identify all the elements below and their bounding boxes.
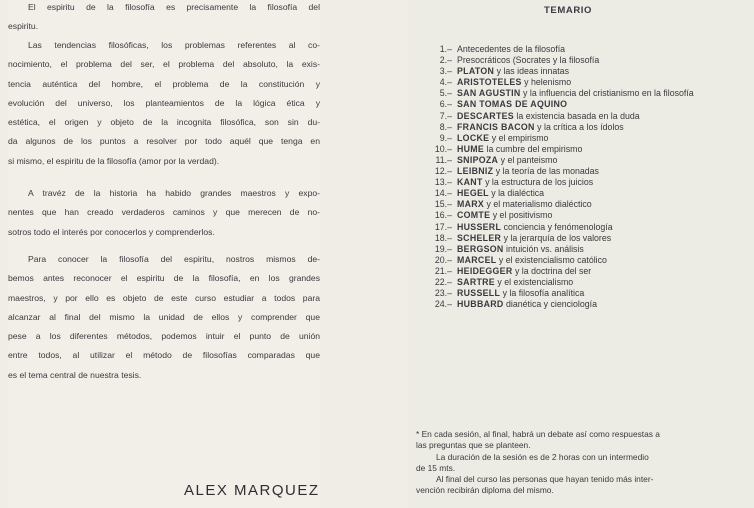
temario-item-topic: y el panteismo [498,154,558,165]
course-notes [416,429,746,497]
temario-item [424,188,694,199]
temario-item-number: 6.– [439,99,452,110]
temario-item-topic: Presocráticos (Socrates y la filosofía [457,55,600,66]
text-line: da algunos de los puntos a resolver por todo aquél que tenga en [8,136,320,147]
temario-item-number: 12.– [434,166,452,177]
temario-item [424,288,694,299]
temario-item-name: HEGEL [457,188,489,199]
temario-item-topic: y la jerarquía de los valores [501,232,612,243]
text-line: es el tema central de nuestra tesis. [8,369,142,380]
temario-item-number: 18.– [434,232,452,243]
temario-item-number: 2.– [439,55,452,66]
text-line: A travéz de la historia ha habido grandes maestros y expo- [28,188,320,198]
temario-item [424,277,694,288]
temario-item [424,44,694,55]
temario-item [424,266,694,277]
temario-item-number: 9.– [439,132,452,143]
temario-item-topic: y el empirismo [489,132,549,143]
author-signature: ALEX MARQUEZ [184,482,320,499]
course-paragraph [8,250,320,385]
left-column [8,0,320,508]
temario-item-name: HUBBARD [457,299,504,310]
text-line: nentes que han creado verdaderos caminos y que merecen de no- [8,207,320,218]
temario-item-name: DESCARTES [457,110,514,121]
temario-item-topic: y la teoría de las monadas [493,166,599,177]
temario-item-number: 19.– [434,243,452,254]
temario-item-name: SARTRE [457,276,495,287]
temario-item [424,155,694,166]
temario-item-topic: y el positivismo [490,210,553,221]
temario-item-name: PLATON [457,66,495,77]
temario-item-number: 15.– [434,199,452,210]
temario-item-number: 20.– [434,254,452,265]
temario-item-topic: y helenismo [521,77,572,88]
temario-item-number: 5.– [439,88,452,99]
temario-item [424,122,694,133]
text-line: Para conocer la filosofía del espiritu, nostros mismos de- [28,254,320,264]
temario-item-name: SAN TOMAS DE AQUINO [457,99,568,110]
text-line: si mismo, el espiritu de la filosofía (amor por la verdad). [8,155,220,166]
temario-item-name: BERGSON [457,243,504,254]
temario-item-topic: intuición vs. análisis [503,243,584,254]
temario-item-number: 4.– [439,77,452,88]
temario-item [424,210,694,221]
temario-item-number: 11.– [435,154,452,165]
temario-item [424,255,694,266]
text-line: Las tendencias filosóficas, los problemas referentes al co- [28,40,320,50]
temario-item-number: 24.– [434,299,452,310]
temario-list [424,44,694,310]
text-line: alcanzar al final del mismo la unidad de ellos y comprender que [8,311,320,322]
temario-item-number: 23.– [434,288,452,299]
temario-item-name: KANT [457,177,483,188]
temario-item [424,233,694,244]
temario-item [424,66,694,77]
temario-item-topic: y las ideas innatas [494,66,569,77]
text-line: maestros, y por ello es objeto de este curso estudiar a todos para [8,292,320,303]
temario-item [424,55,694,66]
temario-item-name: FRANCIS BACON [457,121,535,132]
temario-item-topic: y la filosofía analítica [500,288,585,299]
temario-item-name: RUSSELL [457,288,501,299]
text-line: bemos antes reconocer el espiritu de la filosofía, en los grandes [8,273,320,284]
temario-item-number: 8.– [439,121,452,132]
temario-item-topic: y el existencialismo católico [496,254,607,265]
temario-item [424,111,694,122]
history-paragraph [8,184,320,242]
text-line: tencia auténtica del hombre, el problema de la constitución y [8,78,320,89]
temario-item-topic: y la doctrina del ser [512,265,592,276]
temario-item-number: 3.– [439,66,452,77]
temario-item-number: 21.– [434,265,452,276]
temario-item [424,299,694,310]
text-line: pese a los diferentes métodos, podemos intuir el punto de unión [8,331,320,342]
text-line: nocimiento, el problema del ser, el problema del absoluto, la exis- [8,59,320,70]
temario-item [424,177,694,188]
temario-item-name: SNIPOZA [457,154,499,165]
note-line: Al final del curso las personas que hayan tenido más inter- [436,474,654,485]
text-line: evolución del universo, los planteamientos de la lógica ética y [8,97,320,108]
temario-item-name: SAN AGUSTIN [457,88,521,99]
temario-item-number: 16.– [434,210,452,221]
note-line: de 15 mts. [416,462,456,473]
temario-item-number: 1.– [439,44,452,54]
temario-item-name: HEIDEGGER [457,265,513,276]
note-line: las preguntas que se planteen. [416,440,531,451]
temario-item [424,88,694,99]
temario-item-number: 22.– [434,276,452,287]
temario-title: TEMARIO [544,5,593,16]
temario-item-number: 13.– [434,177,452,188]
temario-item-name: LOCKE [457,132,490,143]
temario-item-number: 14.– [434,188,452,199]
temario-item-topic: Antecedentes de la filosofía [457,44,566,54]
temario-item-name: MARCEL [457,254,497,265]
temario-item-name: SCHELER [457,232,502,243]
temario-item-name: HUSSERL [457,221,502,232]
text-line: estética, el origen y objeto de la incognita filosófica, son sin du- [8,117,320,128]
temario-item [424,222,694,233]
temario-item-topic: y el materialismo dialéctico [484,199,592,210]
temario-item-topic: y el existencialismo [494,276,574,287]
temario-item [424,166,694,177]
temario-item-topic: y la influencia del cristianismo en la filosofía [520,88,694,99]
temario-item-number: 17.– [434,221,452,232]
temario-item-name: MARX [457,199,485,210]
temario-item-name: HUME [457,143,485,154]
temario-item-topic: y la dialéctica [488,188,545,199]
temario-item-number: 7.– [439,110,452,121]
temario-item-name: COMTE [457,210,491,221]
temario-item-topic: y la estructura de los juicios [482,177,594,188]
note-line: * En cada sesión, al final, habrá un debate así como respuestas a [416,429,660,439]
temario-item-topic: la existencia basada en la duda [513,110,640,121]
text-line: El espiritu de la filosofía es precisamente la filosofía del [28,2,320,12]
temario-item-topic: conciencia y fenómenología [501,221,613,232]
tendencies-paragraph [8,36,320,171]
temario-item-topic: la cumbre del empirismo [484,143,583,154]
temario-item-number: 10.– [434,143,452,154]
temario-item-name: LEIBNIZ [457,166,494,177]
temario-item-topic: dianética y cienciología [503,299,597,310]
temario-item-name: ARISTOTELES [457,77,522,88]
text-line: sotros todo el interés por conocerlos y comprenderlos. [8,226,215,237]
temario-item [424,99,694,110]
temario-item [424,144,694,155]
temario-item [424,133,694,144]
note-line: La duración de la sesión es de 2 horas con un intermedio [436,451,649,462]
temario-item [424,77,694,88]
temario-item-topic: y la crítica a los ídolos [534,121,624,132]
temario-item [424,244,694,255]
text-line: entre todos, al utilizar el método de filosofías comparadas que [8,350,320,361]
note-line: vención recibirán diploma del mismo. [416,485,554,496]
text-line: espiritu. [8,21,39,32]
temario-item [424,199,694,210]
intro-paragraph [8,0,320,37]
